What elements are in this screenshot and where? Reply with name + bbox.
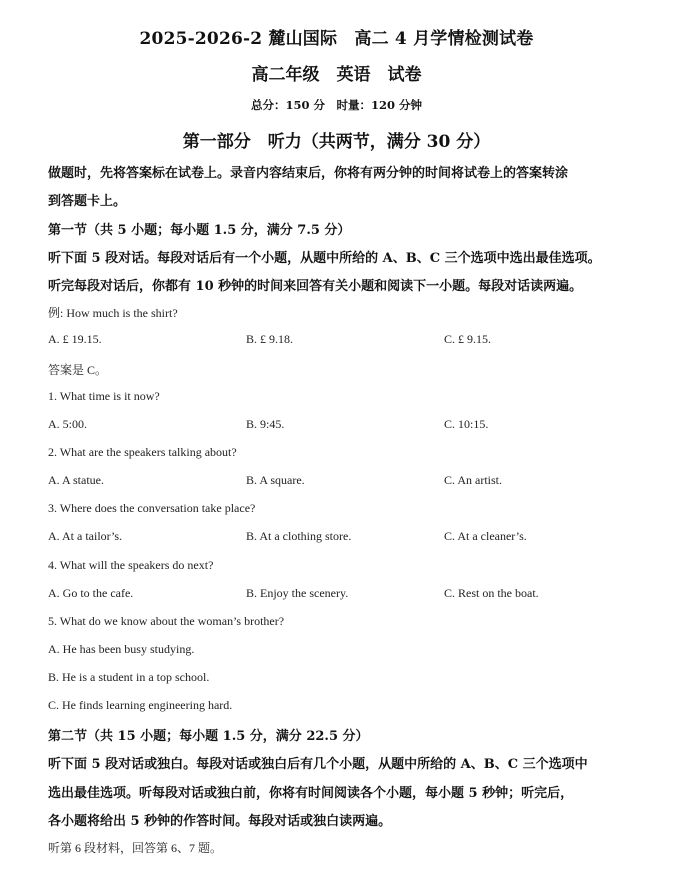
question-1: 1. What time is it now? (48, 389, 160, 403)
section1-instruction-line: 听完每段对话后，你都有 10 秒钟的时间来回答有关小题和阅读下一小题。每段对话读两遍。 (48, 279, 583, 294)
question-3-option-a: A. At a tailor’s. (48, 529, 123, 543)
example-answer: 答案是 C。 (48, 363, 108, 377)
question-5-option-c: C. He finds learning engineering hard. (48, 698, 233, 712)
section2-instruction-line: 听下面 5 段对话或独白。每段对话或独白后有几个小题，从题中所给的 A、B、C 三个选项中 (48, 757, 588, 772)
question-4-option-a: A. Go to the cafe. (48, 586, 134, 600)
part1-heading: 第一部分 听力（共两节，满分 30 分） (182, 132, 491, 152)
part1-instruction-line: 做题时，先将答案标在试卷上。录音内容结束后，你将有两分钟的时间将试卷上的答案转涂 (48, 166, 569, 181)
exam-meta: 总分：150 分 时量：120 分钟 (250, 98, 423, 112)
question-1-option-c: C. 10:15. (444, 417, 489, 431)
question-2-option-a: A. A statue. (48, 473, 104, 487)
section2-instruction-line: 各小题将给出 5 秒钟的作答时间。每段对话或独白读两遍。 (48, 814, 392, 829)
question-4: 4. What will the speakers do next? (48, 558, 214, 572)
example-question: 例: How much is the shirt? (48, 306, 178, 320)
question-2-option-c: C. An artist. (444, 473, 503, 487)
question-5-option-a: A. He has been busy studying. (48, 642, 195, 656)
question-2-option-b: B. A square. (246, 473, 305, 487)
section1-heading: 第一节（共 5 小题；每小题 1.5 分，满分 7.5 分） (48, 223, 351, 238)
section2-instruction-line: 选出最佳选项。听每段对话或独白前，你将有时间阅读各个小题，每小题 5 秒钟；听完后， (48, 786, 574, 801)
example-option-a: A. £ 19.15. (48, 332, 102, 346)
question-2: 2. What are the speakers talking about? (48, 445, 237, 459)
question-1-option-a: A. 5:00. (48, 417, 87, 431)
question-3-option-b: B. At a clothing store. (246, 529, 352, 543)
section1-instruction-line: 听下面 5 段对话。每段对话后有一个小题，从题中所给的 A、B、C 三个选项中选出最佳选项。 (48, 251, 601, 266)
exam-subtitle: 高二年级 英语 试卷 (251, 65, 422, 85)
question-4-option-b: B. Enjoy the scenery. (246, 586, 349, 600)
question-1-option-b: B. 9:45. (246, 417, 285, 431)
example-option-c: C. £ 9.15. (444, 332, 492, 346)
question-3: 3. Where does the conversation take place? (48, 501, 256, 515)
question-4-option-c: C. Rest on the boat. (444, 586, 539, 600)
question-5: 5. What do we know about the woman’s brother? (48, 614, 285, 628)
question-5-option-b: B. He is a student in a top school. (48, 670, 210, 684)
exam-title: 2025-2026-2 麓山国际 高二 4 月学情检测试卷 (139, 29, 534, 49)
example-option-b: B. £ 9.18. (246, 332, 294, 346)
question-3-option-c: C. At a cleaner’s. (444, 529, 527, 543)
part1-instruction-line: 到答题卡上。 (48, 194, 127, 209)
section2-heading: 第二节（共 15 小题；每小题 1.5 分，满分 22.5 分） (48, 729, 369, 744)
section2-note: 听第 6 段材料，回答第 6、7 题。 (48, 841, 223, 855)
